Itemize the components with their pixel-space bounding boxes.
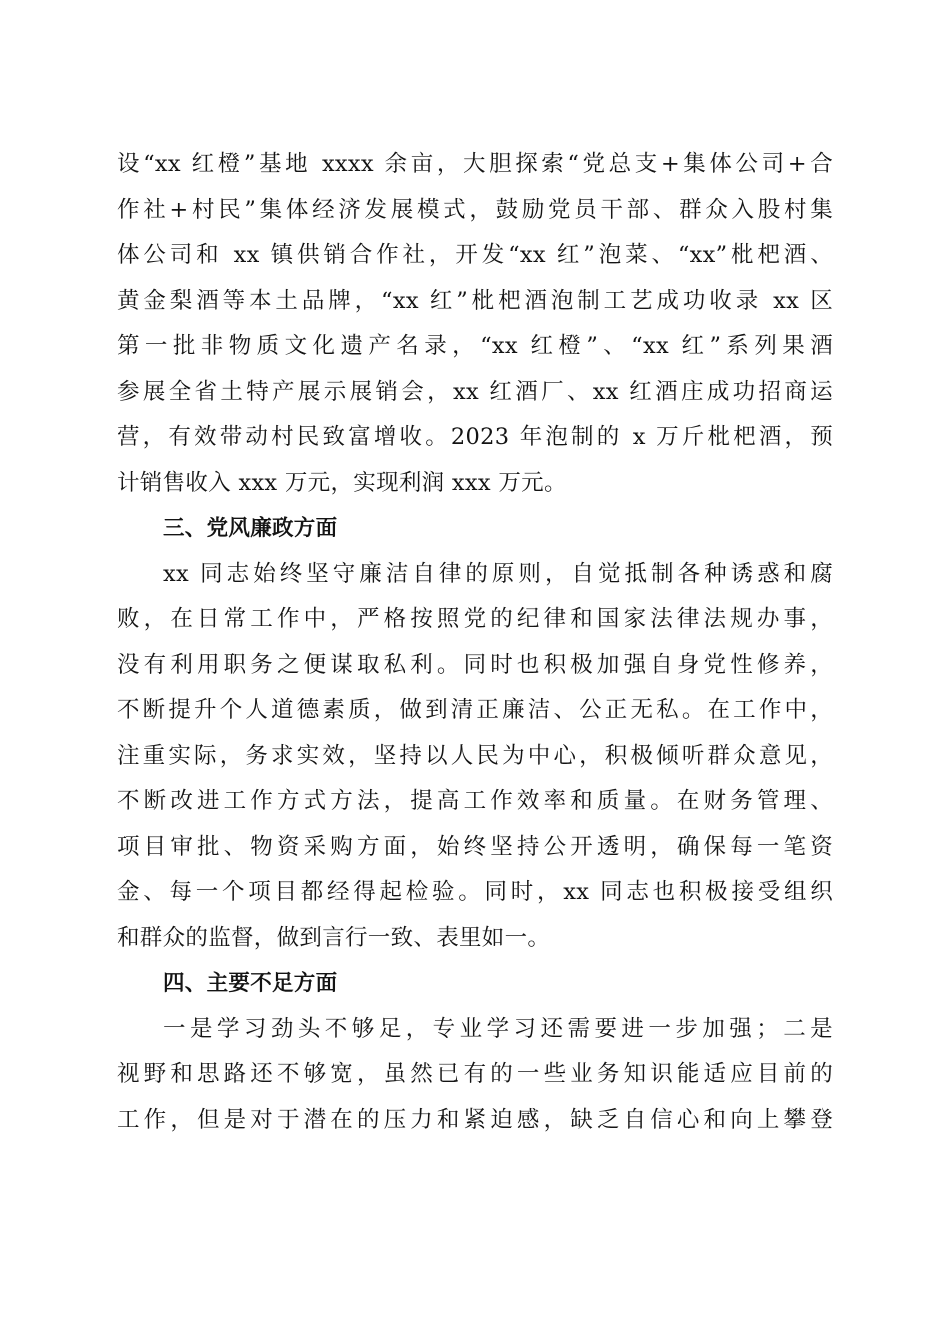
paragraph-line: 工作，但是对于潜在的压力和紧迫感，缺乏自信心和向上攀登: [117, 1106, 833, 1133]
section-3-heading: 三、党风廉政方面: [163, 516, 338, 541]
section-3-paragraph: [117, 552, 833, 962]
paragraph-line: 和群众的监督，做到言行一致、表里如一。: [117, 924, 551, 951]
paragraph-line: 没有利用职务之便谋取私利。同时也积极加强自身党性修养，: [117, 651, 833, 678]
paragraph-line: 作社+村民”集体经济发展模式，鼓励党员干部、群众入股村集: [117, 196, 833, 223]
document-body: [117, 142, 833, 1143]
paragraph-line: 参展全省土特产展示展销会，xx 红酒厂、xx 红酒庄成功招商运: [117, 378, 833, 405]
section-4-heading: 四、主要不足方面: [163, 971, 338, 996]
paragraph-line: 不断提升个人道德素质，做到清正廉洁、公正无私。在工作中，: [117, 697, 833, 723]
paragraph-1: [117, 142, 833, 506]
paragraph-line: 不断改进工作方式方法，提高工作效率和质量。在财务管理、: [117, 788, 833, 814]
paragraph-line: 第一批非物质文化遗产名录，“xx 红橙”、“xx 红”系列果酒: [117, 333, 833, 359]
paragraph-line: 注重实际，务求实效，坚持以人民为中心，积极倾听群众意见，: [117, 742, 833, 769]
paragraph-line: xx 同志始终坚守廉洁自律的原则，自觉抵制各种诱惑和腐: [163, 560, 833, 587]
paragraph-line: 项目审批、物资采购方面，始终坚持公开透明，确保每一笔资: [117, 833, 833, 860]
paragraph-line: 黄金梨酒等本土品牌，“xx 红”枇杷酒泡制工艺成功收录 xx 区: [117, 287, 833, 314]
paragraph-line: 视野和思路还不够宽，虽然已有的一些业务知识能适应目前的: [117, 1061, 833, 1087]
paragraph-line: 设“xx 红橙”基地 xxxx 余亩，大胆探索“党总支+集体公司+合: [117, 151, 833, 177]
paragraph-line: 败，在日常工作中，严格按照党的纪律和国家法律法规办事，: [117, 606, 833, 632]
paragraph-line: 体公司和 xx 镇供销合作社，开发“xx 红”泡菜、“xx”枇杷酒、: [117, 242, 833, 268]
paragraph-line: 计销售收入 xxx 万元，实现利润 xxx 万元。: [117, 469, 567, 496]
paragraph-line: 一是学习劲头不够足，专业学习还需要进一步加强；二是: [163, 1015, 833, 1042]
section-4-paragraph: [117, 1007, 833, 1144]
paragraph-line: 金、每一个项目都经得起检验。同时，xx 同志也积极接受组织: [117, 879, 833, 905]
paragraph-line: 营，有效带动村民致富增收。2023 年泡制的 x 万斤枇杷酒，预: [117, 424, 833, 450]
